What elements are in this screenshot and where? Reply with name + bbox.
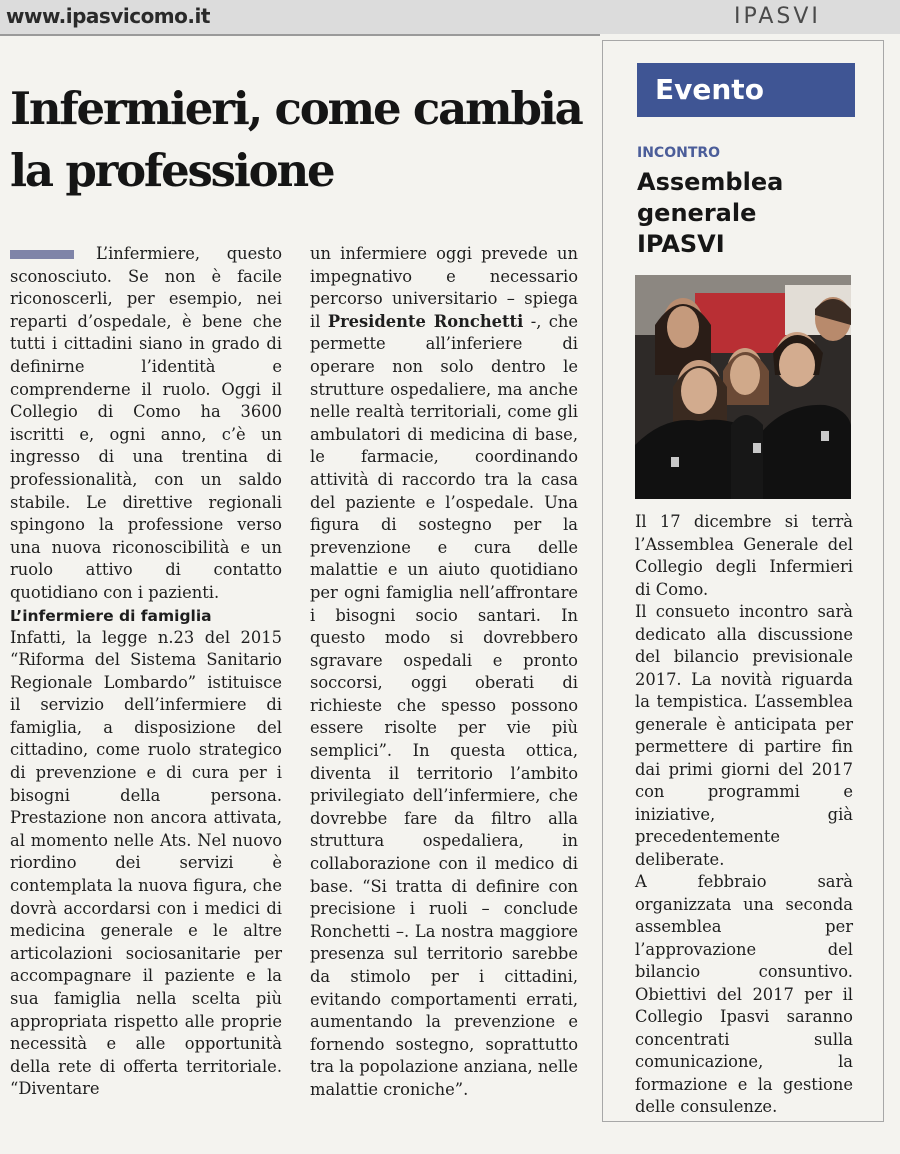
group-photo-illustration (635, 275, 851, 499)
body-text: -, che permette all’inferiere di operare non solo dentro le strutture ospedaliere, ma anche nelle realtà territoriali, come gli ambulatori di medicina di base, le farmacie, coordinando attività di raccordo tra la casa del paziente e l’ospedale. Una figura di sostegno per la prevenzione e cura delle malattie e un aiuto quotidiano per ogni famiglia nell’affrontare i bisogni socio santari. In questo modo si dovrebbero sgravare ospedali e pronto soccorsi, oggi oberati di richieste che spesso possono essere risolte per vie più semplici”. In questa ottica, diventa il territorio l’ambito privilegiato dell’infermiere, che dovrebbe fare da filtro alla struttura ospedaliera, in collaborazione con il medico di base. “Si tratta di definire con precisione i ruoli – conclude Ronchetti –. La nostra maggiore presenza sul territorio sarebbe da stimolo per i cittadini, evitando comportamenti errati, aumentando la prevenzione e fornendo sostegno, soprattutto tra la popolazione anziana, nelle malattie croniche”. (310, 311, 578, 1099)
article-headline: Infermieri, come cambia la professione (10, 82, 582, 197)
lead-marker (10, 250, 74, 259)
lead-paragraph (10, 243, 282, 605)
event-kicker: INCONTRO (637, 145, 721, 161)
lead-text: L’infermiere, questo sconosciuto. Se non è facile riconoscerli, per esempio, nei reparti d’ospedale, è bene che tutti i cittadini siano in grado di definirne l’identità e comprenderne il ruolo. Oggi il Collegio di Como ha 3600 iscritti e, ogni anno, c’è un ingresso di una trentina di professionalità, con un saldo stabile. Le direttive regionali spingono la professione verso una nuova riconoscibilità e un ruolo attivo di contatto quotidiano con i pazienti. (10, 244, 282, 602)
event-paragraph: A febbraio sarà organizzata una seconda assemblea per l’approvazione del bilancio consuntivo. Obiettivi del 2017 per il Collegio Ipasvi saranno concentrati sulla comunicazione, la formazione e la gestione delle consulenze. (635, 872, 853, 1116)
president-name: Presidente Ronchetti (327, 311, 524, 331)
article-column-1 (10, 243, 282, 1101)
article-subhead: L’infermiere di famiglia (10, 606, 212, 625)
brand-name: IPASVI (734, 4, 821, 29)
group-photo (635, 275, 851, 499)
body-paragraph-continued (310, 243, 578, 1102)
body-paragraph: Infatti, la legge n.23 del 2015 “Riforma del Sistema Sanitario Regionale Lombardo” istituisce il servizio dell’infermiere di famiglia, a disposizione del cittadino, come ruolo strategico di prevenzione e di cura per i bisogni della persona. Prestazione non ancora attivata, al momento nelle Ats. Nel nuovo riordino dei servizi è contemplata la nuova figura, che dovrà accordarsi con i medici di medicina generale e le altre articolazioni sociosanitarie per accompagnare il paziente e la sua famiglia nella scelta più appropriata rispetto alle proprie necessità e alle opportunità della rete di offerta territoriale. “Diventare (10, 627, 282, 1099)
event-paragraph: Il consueto incontro sarà dedicato alla discussione del bilancio previsionale 2017. La novità riguarda la tempistica. L’assemblea generale è anticipata per permettere di partire fin dai primi giorni del 2017 con programmi e iniziative, già precedentemente deliberate. (635, 602, 853, 869)
event-sidebar (602, 40, 884, 1122)
article-column-2 (310, 243, 578, 1102)
site-url: www.ipasvicomo.it (6, 4, 210, 28)
event-description (635, 511, 853, 1119)
event-paragraph: Il 17 dicembre si terrà l’Assemblea Generale del Collegio degli Infermieri di Como. (635, 512, 853, 599)
top-banner (0, 0, 900, 34)
event-title: Assemblea generale IPASVI (637, 168, 784, 258)
divider (0, 34, 600, 36)
event-label: Evento (637, 63, 855, 117)
body-text: un infermiere oggi prevede un impegnativo e necessario percorso universitario – spiega il (310, 244, 578, 331)
